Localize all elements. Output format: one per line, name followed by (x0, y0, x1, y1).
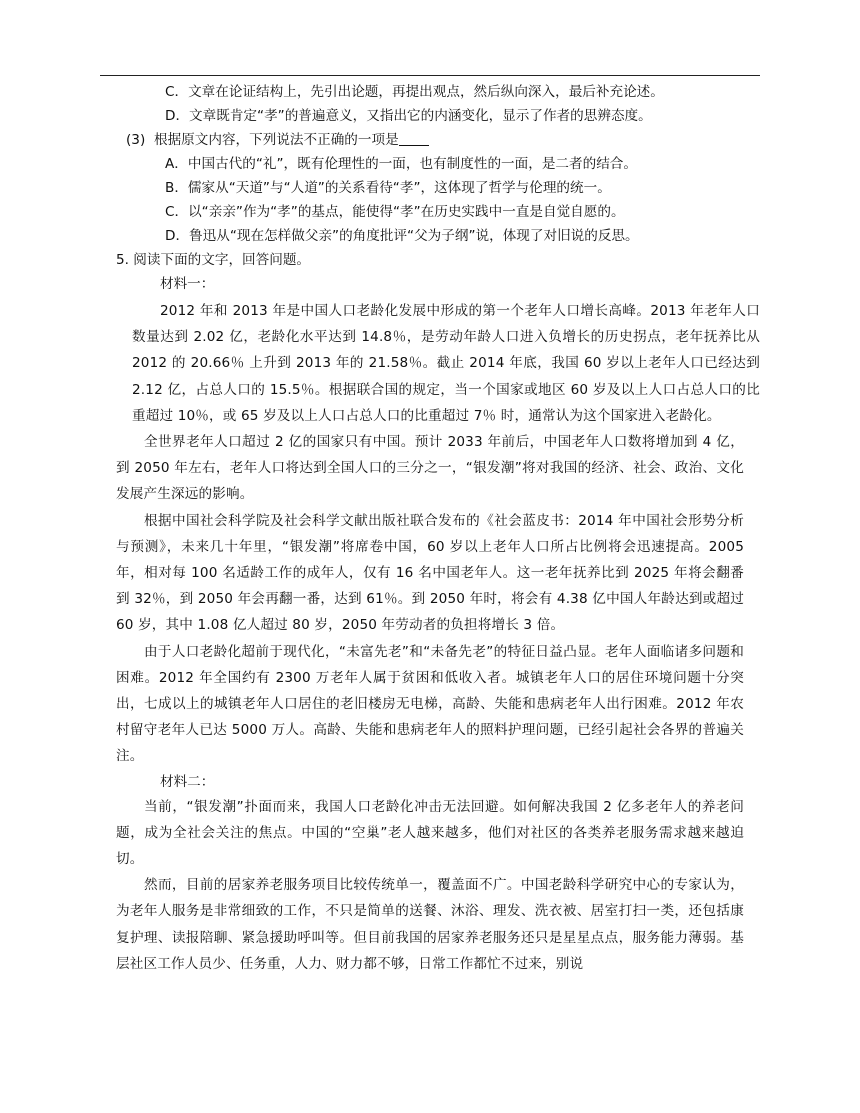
q3-option-c: C．以“亲亲”作为“孝”的基点，能使得“孝”在历史实践中一直是自觉自愿的。 (165, 204, 625, 220)
material1-paragraph: 2012 年和 2013 年是中国人口老龄化发展中形成的第一个老年人口增长高峰。2013 年老年人口数量达到 2.02 亿，老龄化水平达到 14.8％，是劳动年龄人口进入负增长的历史拐点，老年抚养比从 2012 的 20.66％ 上升到 2013 年的 21.58％。截止 2014 年底，我国 60 岁以上老年人口已经达到 2.12 亿，占总人口的 15.5％。根据联合国的规定，当一个国家或地区 60 岁及以上人口占总人口的比重超过 10％，或 65 岁及以上人口占总人口的比重超过 7％ 时，通常认为这个国家进入老龄化。 (132, 303, 760, 424)
q3-options (116, 152, 766, 248)
q3-stem-text: 根据原文内容，下列说法不正确的一项是 (154, 132, 399, 148)
document-body (116, 80, 766, 977)
material1-paragraph: 全世界老年人口超过 2 亿的国家只有中国。预计 2033 年前后，中国老年人口数将增加到 4 亿，到 2050 年左右，老年人口将达到全国人口的三分之一，“银发潮”将对我国的经济、社会、政治、文化发展产生深远的影响。 (116, 434, 744, 503)
q3-stem (116, 128, 766, 152)
material1-paragraph: 由于人口老龄化超前于现代化，“未富先老”和“未备先老”的特征日益凸显。老年人面临诸多问题和困难。2012 年全国约有 2300 万老年人属于贫困和低收入者。城镇老年人口的居住环境问题十分突出，七成以上的城镇老年人口居住的老旧楼房无电梯，高龄、失能和患病老年人出行困难。2012 年农村留守老年人已达 5000 万人。高龄、失能和患病老年人的照料护理问题，已经引起社会各界的普遍关注。 (116, 643, 744, 765)
q3-number: (3) (126, 132, 146, 148)
answer-blank (399, 131, 429, 146)
material2-paragraph: 当前，“银发潮”扑面而来，我国人口老龄化冲击无法回避。如何解决我国 2 亿多老年人的养老问题，成为全社会关注的焦点。中国的“空巢”老人越来越多，他们对社区的各类养老服务需求越来越迫切。 (116, 798, 744, 868)
q3-option-a: A．中国古代的“礼”，既有伦理性的一面，也有制度性的一面，是二者的结合。 (165, 156, 637, 172)
material1-label: 材料一： (160, 276, 215, 292)
header-rule (100, 75, 760, 76)
material2-paragraph: 然而，目前的居家养老服务项目比较传统单一，覆盖面不广。中国老龄科学研究中心的专家认为，为老年人服务是非常细致的工作，不只是简单的送餐、沐浴、理发、洗衣被、居室打扫一类，还包括康复护理、读报陪聊、紧急援助呼叫等。但目前我国的居家养老服务还只是星星点点，服务能力薄弱。基层社区工作人员少、任务重，人力、财力都不够，日常工作都忙不过来，别说 (116, 877, 744, 972)
q4-option-c: C．文章在论证结构上，先引出论题，再提出观点，然后纵向深入，最后补充论述。 (165, 84, 664, 100)
material2-label: 材料二： (160, 773, 215, 790)
q3-option-d: D．鲁迅从“现在怎样做父亲”的角度批评“父为子纲”说，体现了对旧说的反思。 (165, 228, 639, 244)
q5-stem: 5. 阅读下面的文字，回答问题。 (116, 252, 311, 268)
q3-option-b: B．儒家从“天道”与“人道”的关系看待“孝”，这体现了哲学与伦理的统一。 (165, 180, 611, 196)
material1-paragraph: 根据中国社会科学院及社会科学文献出版社联合发布的《社会蓝皮书：2014 年中国社会形势分析与预测》，未来几十年里，“银发潮”将席卷中国，60 岁以上老年人口所占比例将会迅速提高。2005 年，相对每 100 名适龄工作的成年人，仅有 16 名中国老年人。这一老年抚养比到 2025 年将会翻番到 32％，到 2050 年会再翻一番，达到 61％。到 2050 年时，将会有 4.38 亿中国人年龄达到或超过 60 岁，其中 1.08 亿人超过 80 岁，2050 年劳动者的负担将增长 3 倍。 (116, 512, 744, 634)
q4-option-d: D．文章既肯定“孝”的普遍意义，又指出它的内涵变化，显示了作者的思辨态度。 (165, 108, 652, 124)
